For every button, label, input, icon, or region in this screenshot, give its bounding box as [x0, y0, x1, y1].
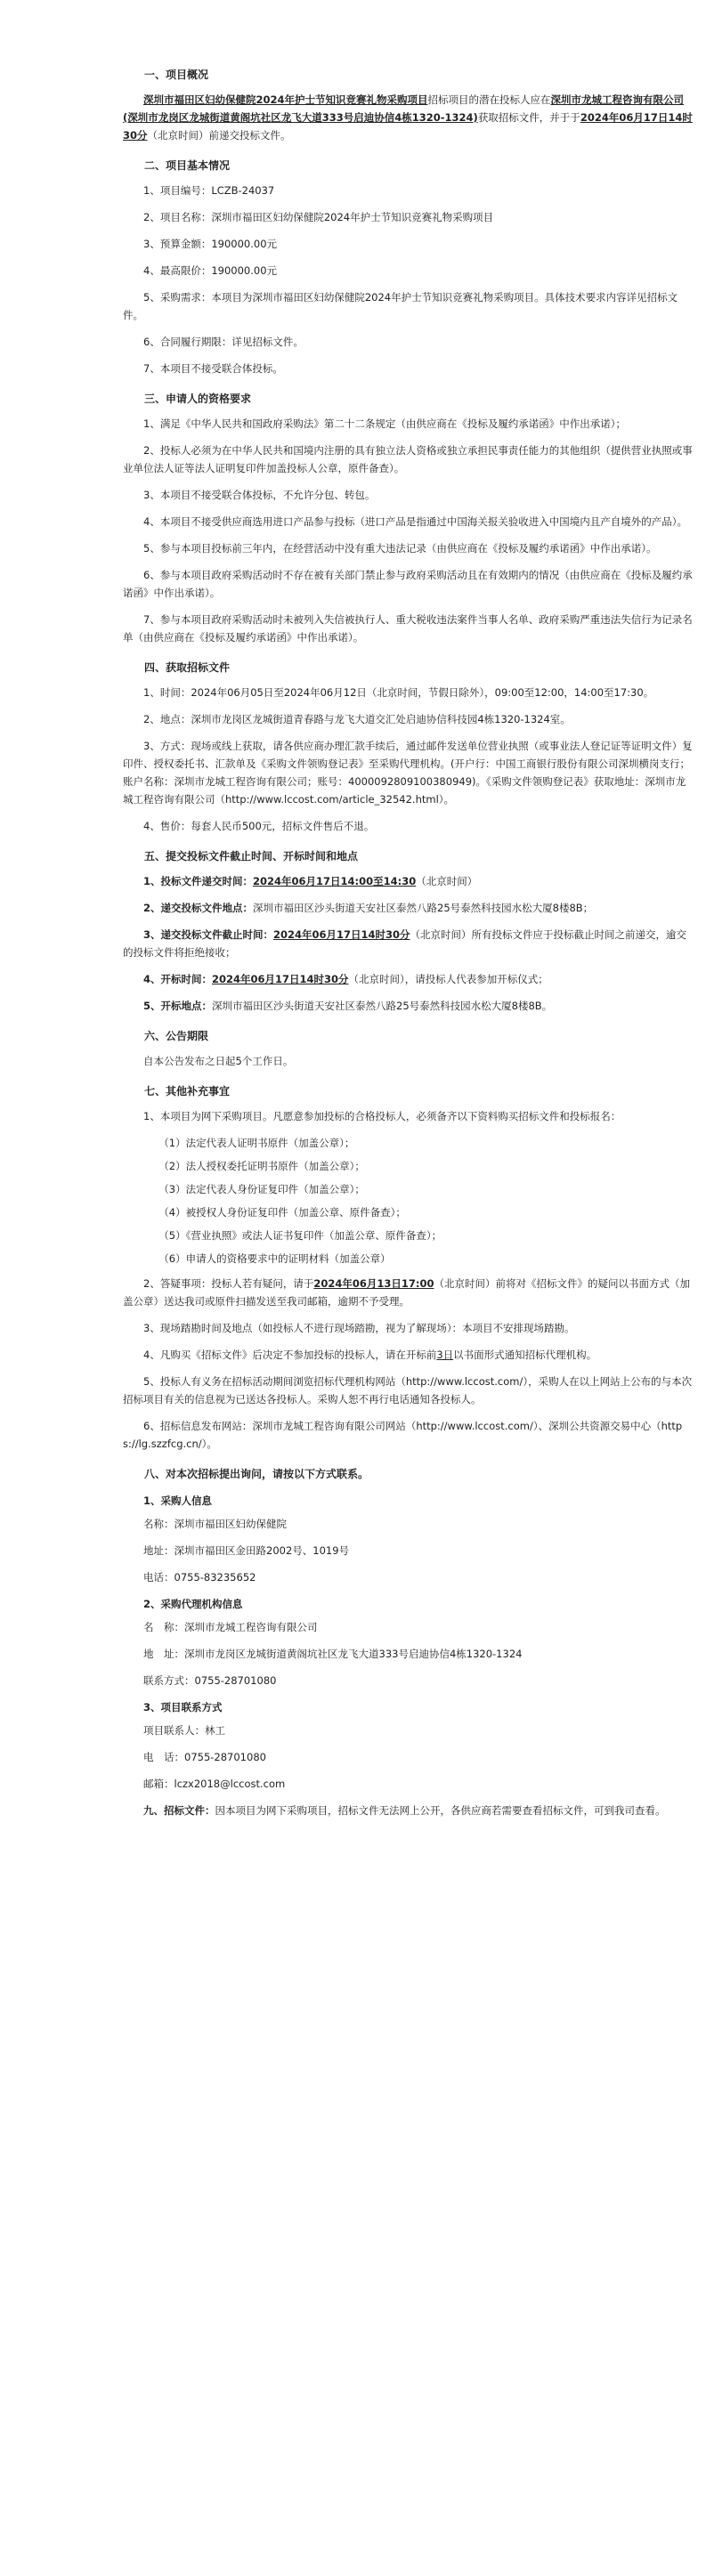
- section3-item: 7、参与本项目政府采购活动时未被列入失信被执行人、重大税收违法案件当事人名单、政府采购严重违法失信行为记录名单（由供应商在《投标及履约承诺函》中作出承诺）。: [123, 613, 693, 644]
- section2-item: 2、项目名称：深圳市福田区妇幼保健院2024年护士节知识竞赛礼物采购项目: [143, 211, 494, 223]
- section7-item5: 5、投标人有义务在招标活动期间浏览招标代理机构网站（http://www.lccost.com/），采购人在以上网站上公布的与本次招标项目有关的信息视为已送达各投标人。采购人恕不再行电话通知各投标人。: [123, 1375, 693, 1405]
- required-documents-list: [123, 1134, 693, 1268]
- section9-heading: 九、招标文件：: [143, 1804, 215, 1817]
- agent-address-emphasis: 深圳市龙城工程咨询有限公司(深圳市龙岗区龙城街道黄阁坑社区龙飞大道333号启迪协信4栋1320-1324): [123, 93, 685, 124]
- section7-item4: 4、凡购买《招标文件》后决定不参加投标的投标人，请在开标前3日以书面形式通知招标代理机构。: [143, 1349, 597, 1361]
- agent-address: 地 址：深圳市龙岗区龙城街道黄阁坑社区龙飞大道333号启迪协信4栋1320-1324: [143, 1648, 523, 1660]
- list-item: （1）法定代表人证明书原件（加盖公章）；: [158, 1137, 355, 1149]
- section3-item: 4、本项目不接受供应商选用进口产品参与投标（进口产品是指通过中国海关报关验收进入中国境内且产自境外的产品）。: [143, 515, 688, 528]
- notice-period: 自本公告发布之日起5个工作日。: [143, 1055, 294, 1067]
- section9: 九、招标文件：因本项目为网下采购项目，招标文件无法网上公开，各供应商若需要查看招标文件，可到我司查看。: [143, 1804, 666, 1817]
- agent-info-heading: 2、采购代理机构信息: [143, 1598, 243, 1610]
- section3-item: 6、参与本项目政府采购活动时不存在被有关部门禁止参与政府采购活动且在有效期内的情况（由供应商在《投标及履约承诺函》中作出承诺）。: [123, 569, 693, 599]
- section4-item: 1、时间：2024年06月05日至2024年06月12日（北京时间，节假日除外），09:00至12:00，14:00至17:30。: [143, 686, 654, 699]
- section7-item1: 1、本项目为网下采购项目。凡愿意参加投标的合格投标人，必须备齐以下资料购买招标文件和投标报名：: [143, 1110, 621, 1122]
- section4-item: 2、地点：深圳市龙岗区龙城街道青春路与龙飞大道交汇处启迪协信科技园4栋1320-1324室。: [143, 713, 571, 725]
- contact-email: 邮箱：lczx2018@lccost.com: [143, 1778, 286, 1790]
- section2-item: 7、本项目不接受联合体投标。: [143, 362, 283, 375]
- section1-overview: 深圳市福田区妇幼保健院2024年护士节知识竞赛礼物采购项目招标项目的潜在投标人应在深圳市龙城工程咨询有限公司(深圳市龙岗区龙城街道黄阁坑社区龙飞大道333号启迪协信4栋1320-1324)获取招标文件，并于于2024年06月17日14时30分（北京时间）前递交投标文件。: [123, 93, 693, 142]
- submission-deadline: 3、递交投标文件截止时间：2024年06月17日14时30分（北京时间）所有投标文件应于投标截止时间之前递交，逾交的投标文件将拒绝接收；: [123, 928, 687, 959]
- section7-item6: 6、招标信息发布网站：深圳市龙城工程咨询有限公司网站（http://www.lccost.com/）、深圳公共资源交易中心（https://lg.szzfcg.cn/）。: [123, 1420, 683, 1450]
- section8-heading: 八、对本次招标提出询问，请按以下方式联系。: [144, 1468, 369, 1480]
- section2-item: 1、项目编号：LCZB-24037: [143, 184, 275, 197]
- purchaser-name: 名称：深圳市福田区妇幼保健院: [143, 1518, 287, 1530]
- section3-item: 2、投标人必须为在中华人民共和国境内注册的具有独立法人资格或独立承担民事责任能力的其他组织（提供营业执照或事业单位法人证等法人证明复印件加盖投标人公章，原件备查）。: [123, 444, 693, 474]
- section5-heading: 五、提交投标文件截止时间、开标时间和地点: [144, 850, 359, 863]
- project-contact-heading: 3、项目联系方式: [143, 1701, 223, 1713]
- list-item: （3）法定代表人身份证复印件（加盖公章）；: [158, 1183, 365, 1195]
- agent-name: 名 称：深圳市龙城工程咨询有限公司: [143, 1621, 318, 1633]
- section6-heading: 六、公告期限: [144, 1030, 209, 1042]
- purchaser-address: 地址：深圳市福田区金田路2002号、1019号: [143, 1544, 350, 1557]
- list-item: （6）申请人的资格要求中的证明材料（加盖公章）: [158, 1252, 391, 1265]
- project-name-link: 深圳市福田区妇幼保健院2024年护士节知识竞赛礼物采购项目: [143, 93, 428, 106]
- section7-item3: 3、现场踏勘时间及地点（如投标人不进行现场踏勘，视为了解现场）：本项目不安排现场踏勘。: [143, 1322, 575, 1334]
- section7-heading: 七、其他补充事宜: [144, 1085, 231, 1098]
- deadline-emphasis: 2024年06月17日14时30分: [123, 111, 693, 142]
- section4-item: 4、售价：每套人民币500元，招标文件售后不退。: [143, 820, 375, 832]
- opening-time: 4、开标时间：2024年06月17日14时30分（北京时间），请投标人代表参加开标仪式；: [143, 973, 548, 985]
- section2-item: 4、最高限价：190000.00元: [143, 264, 278, 277]
- list-item: （4）被授权人身份证复印件（加盖公章、原件备查）；: [158, 1206, 406, 1219]
- section3-heading: 三、申请人的资格要求: [144, 393, 252, 405]
- opening-place: 5、开标地点：深圳市福田区沙头街道天安社区泰然八路25号泰然科技园水松大厦8楼8B。: [143, 1000, 553, 1012]
- section1-heading: 一、项目概况: [144, 69, 209, 81]
- submission-time: 1、投标文件递交时间：2024年06月17日14:00至14:30（北京时间）: [143, 875, 478, 887]
- list-item: （2）法人授权委托证明书原件（加盖公章）；: [158, 1160, 365, 1172]
- section2-item: 6、合同履行期限：详见招标文件。: [143, 336, 304, 348]
- announcement-document: [123, 53, 693, 1828]
- agent-phone: 联系方式：0755-28701080: [143, 1674, 277, 1687]
- section2-item: 5、采购需求：本项目为深圳市福田区妇幼保健院2024年护士节知识竞赛礼物采购项目。具体技术要求内容详见招标文件。: [123, 291, 678, 321]
- section3-item: 3、本项目不接受联合体投标，不允许分包、转包。: [143, 489, 376, 501]
- section2-item: 3、预算金额：190000.00元: [143, 238, 278, 250]
- section4-item: 3、方式：现场或线上获取，请各供应商办理汇款手续后，通过邮件发送单位营业执照（或事业法人登记证等证明文件）复印件、授权委托书、汇款单及《采购文件领购登记表》至采购代理机构。(开户行：中国工商银行股份有限公司深圳横岗支行；账户名称：深圳市龙城工程咨询有限公司；账号：4000092809100380949)。《采购文件领购登记表》获取地址：深圳市龙城工程咨询有限公司（http://www.lccost.com/article_32542.html）。: [123, 740, 693, 806]
- section2-heading: 二、项目基本情况: [144, 159, 231, 172]
- submission-place: 2、递交投标文件地点：深圳市福田区沙头街道天安社区泰然八路25号泰然科技园水松大厦8楼8B；: [143, 902, 594, 914]
- section7-item2: 2、答疑事项：投标人若有疑问，请于2024年06月13日17:00（北京时间）前将对《招标文件》的疑问以书面方式（加盖公章）送达我司或原件扫描发送至我司邮箱，逾期不予受理。: [123, 1277, 690, 1308]
- section4-heading: 四、获取招标文件: [144, 661, 231, 674]
- section3-item: 5、参与本项目投标前三年内，在经营活动中没有重大违法记录（由供应商在《投标及履约承诺函》中作出承诺）。: [143, 542, 657, 555]
- purchaser-info-heading: 1、采购人信息: [143, 1495, 213, 1507]
- list-item: （5）《营业执照》或法人证书复印件（加盖公章、原件备查）；: [158, 1229, 442, 1242]
- contact-phone: 电 话：0755-28701080: [143, 1751, 266, 1763]
- contact-person: 项目联系人：林工: [143, 1724, 225, 1737]
- purchaser-phone: 电话：0755-83235652: [143, 1571, 256, 1584]
- section3-item: 1、满足《中华人民共和国政府采购法》第二十二条规定（由供应商在《投标及履约承诺函》中作出承诺）；: [143, 417, 627, 430]
